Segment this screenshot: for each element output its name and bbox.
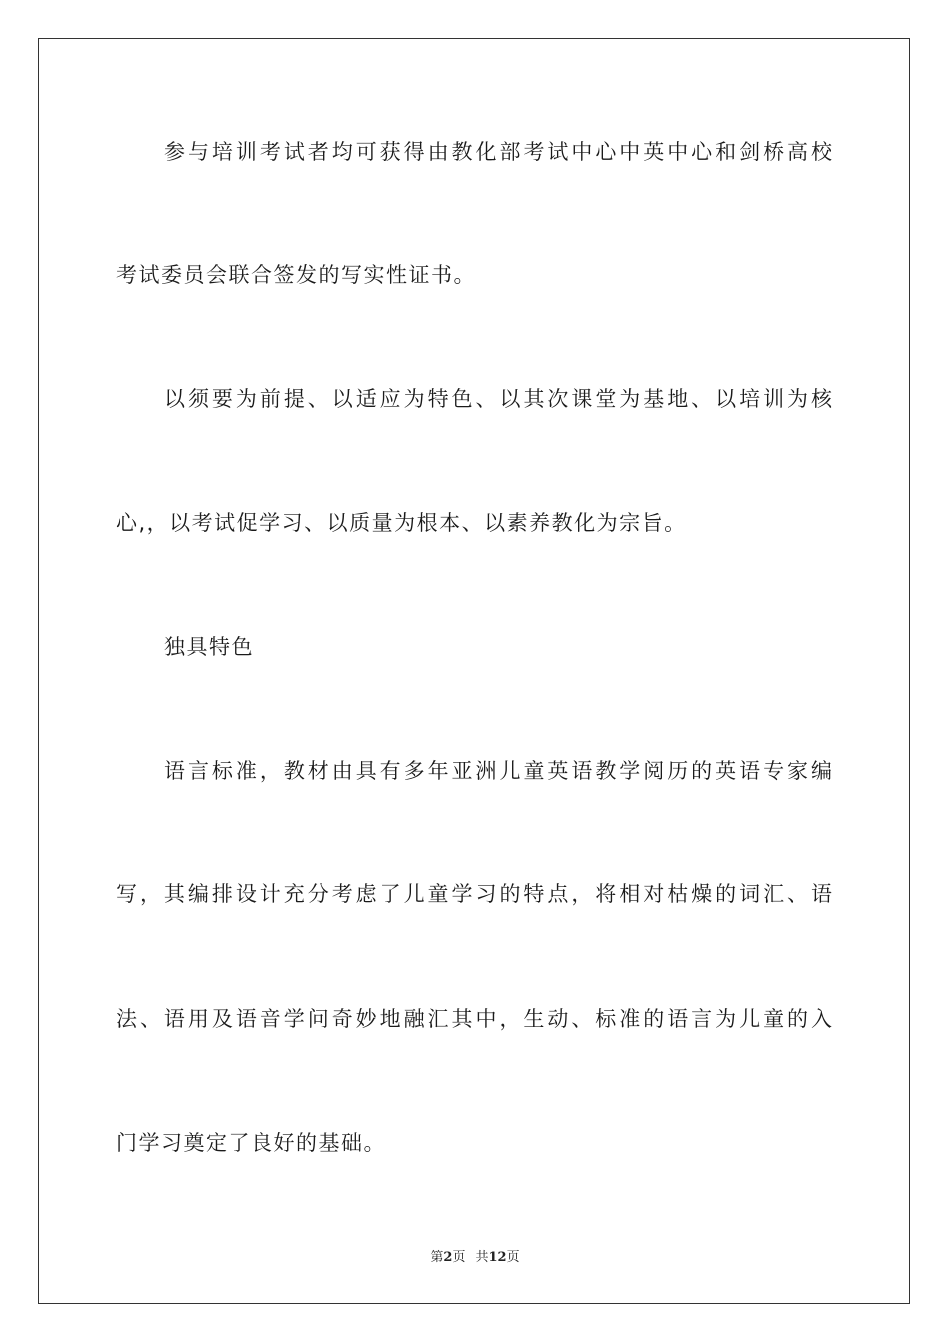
paragraph-line: 写，其编排设计充分考虑了儿童学习的特点，将相对枯燥的词汇、语 bbox=[116, 882, 832, 906]
page-suffix: 页 bbox=[452, 1250, 466, 1265]
paragraph-line: 考试委员会联合签发的写实性证书。 bbox=[116, 263, 476, 287]
paragraph-line: 心,，以考试促学习、以质量为根本、以素养教化为宗旨。 bbox=[116, 511, 687, 535]
page-number: 2 bbox=[443, 1250, 453, 1265]
paragraph-line: 语言标准，教材由具有多年亚洲儿童英语教学阅历的英语专家编 bbox=[164, 759, 832, 783]
total-suffix: 页 bbox=[506, 1250, 520, 1265]
paragraph-line: 法、语用及语音学问奇妙地融汇其中，生动、标准的语言为儿童的入 bbox=[116, 1007, 832, 1031]
total-prefix: 共 bbox=[475, 1250, 489, 1265]
page-border bbox=[38, 38, 910, 1304]
paragraph-line: 门学习奠定了良好的基础。 bbox=[116, 1131, 386, 1155]
paragraph-line: 参与培训考试者均可获得由教化部考试中心中英中心和剑桥高校 bbox=[164, 140, 832, 164]
page-footer bbox=[0, 1250, 950, 1266]
section-heading: 独具特色 bbox=[164, 635, 254, 659]
total-pages: 12 bbox=[488, 1250, 507, 1265]
paragraph-line: 以须要为前提、以适应为特色、以其次课堂为基地、以培训为核 bbox=[164, 387, 832, 411]
page-prefix: 第 bbox=[430, 1250, 444, 1265]
